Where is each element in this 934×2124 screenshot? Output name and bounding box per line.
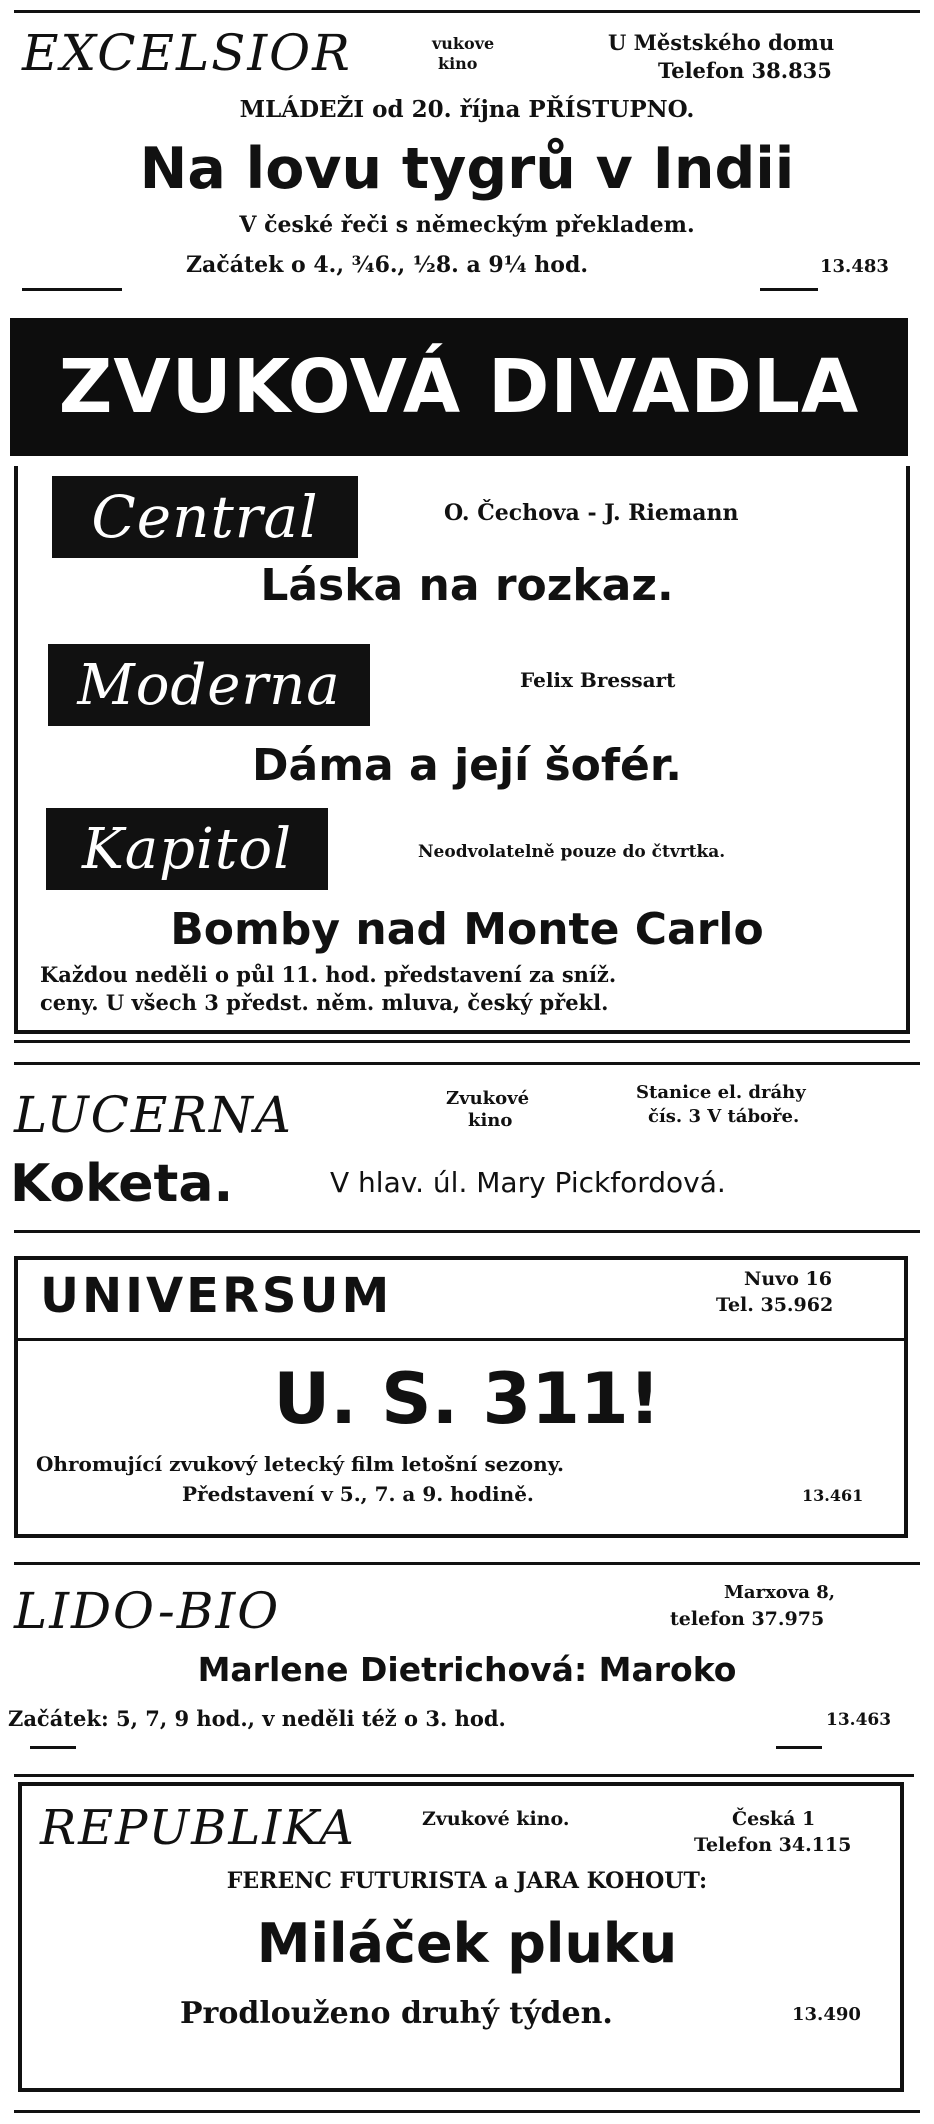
excelsior-film: Na lovu tygrů v Indii (139, 136, 795, 202)
zvukova-banner (10, 318, 908, 456)
moderna-cast: Felix Bressart (520, 668, 676, 692)
excelsior-bottom-rule-2 (760, 288, 818, 291)
moderna-film: Dáma a její šofér. (251, 740, 683, 791)
lucerna-address-1: Stanice el. dráhy (636, 1082, 806, 1103)
republika-extended: Prodlouženo druhý týden. (180, 1996, 613, 2031)
republika-top-rule (14, 1774, 914, 1777)
central-cast: O. Čechova - J. Riemann (444, 500, 739, 526)
kapitol-logo-text: Kapitol (81, 816, 293, 882)
central-logo (52, 476, 358, 558)
kapitol-film: Bomby nad Monte Carlo (170, 904, 764, 955)
lucerna-name: LUCERNA (14, 1086, 293, 1144)
excelsior-language: V české řeči s německým překladem. (239, 212, 695, 238)
section-rule-lucerna (14, 1062, 920, 1065)
top-rule (14, 10, 920, 13)
lucerna-address-2: čís. 3 V táboře. (648, 1106, 800, 1127)
universum-film: U. S. 311! (273, 1358, 661, 1440)
republika-name: REPUBLIKA (40, 1800, 356, 1856)
bottom-rule (14, 2110, 920, 2113)
republika-address: Česká 1 (732, 1808, 816, 1830)
excelsior-name: EXCELSIOR (22, 24, 352, 82)
republika-cast: FERENC FUTURISTA a JARA KOHOUT: (226, 1868, 708, 1894)
lido-bottom-rule-2 (776, 1746, 822, 1749)
kapitol-logo (46, 808, 328, 890)
central-logo-text: Central (91, 483, 319, 551)
central-film: Láska na rozkaz. (260, 560, 674, 611)
universum-times: Představení v 5., 7. a 9. hodině. (182, 1482, 534, 1506)
republika-code: 13.490 (792, 2004, 861, 2025)
republika-kind: Zvukové kino. (422, 1808, 570, 1830)
excelsior-address: U Městského domu (608, 30, 835, 55)
republika-film: Miláček pluku (256, 1912, 678, 1975)
excelsior-times: Začátek o 4., ¾6., ½8. a 9¼ hod. (186, 252, 588, 278)
moderna-logo (48, 644, 370, 726)
excelsior-notice: MLÁDEŽI od 20. října PŘÍSTUPNO. (239, 96, 695, 123)
lucerna-kind-1: Zvukové (446, 1088, 530, 1109)
lucerna-kind-2: kino (468, 1110, 513, 1131)
universum-name: UNIVERSUM (40, 1268, 393, 1324)
excelsior-bottom-rule (22, 288, 122, 291)
universum-inner-rule (18, 1338, 904, 1341)
lido-times: Začátek: 5, 7, 9 hod., v neděli též o 3. hod. (8, 1706, 506, 1731)
universum-desc: Ohromující zvukový letecký film letošní sezony. (36, 1452, 564, 1476)
lido-address: Marxova 8, (724, 1582, 835, 1603)
zvukova-footer-2: ceny. U všech 3 předst. něm. mluva, český překl. (40, 990, 609, 1015)
section-rule-lido (14, 1562, 920, 1565)
lido-bottom-rule (30, 1746, 76, 1749)
kapitol-note: Neodvolatelně pouze do čtvrtka. (418, 842, 726, 862)
lucerna-film: Koketa. (10, 1154, 234, 1214)
excelsior-kind-1: vukove (432, 34, 495, 53)
zvukova-banner-text: ZVUKOVÁ DIVADLA (58, 344, 860, 430)
excelsior-kind-2: kino (438, 54, 478, 73)
moderna-logo-text: Moderna (77, 652, 341, 718)
lido-film: Marlene Dietrichová: Maroko (197, 1650, 737, 1689)
lido-code: 13.463 (826, 1710, 892, 1730)
universum-phone: Tel. 35.962 (716, 1294, 834, 1316)
lucerna-cast: V hlav. úl. Mary Pickfordová. (330, 1166, 726, 1199)
excelsior-code: 13.483 (820, 256, 889, 277)
lucerna-bottom-rule (14, 1230, 920, 1233)
lido-phone: telefon 37.975 (670, 1608, 825, 1630)
zvukova-bottom-rule (14, 1040, 910, 1043)
excelsior-phone: Telefon 38.835 (658, 58, 832, 83)
universum-address: Nuvo 16 (744, 1268, 832, 1290)
republika-phone: Telefon 34.115 (694, 1834, 852, 1856)
lido-name: LIDO-BIO (14, 1582, 281, 1640)
zvukova-footer-1: Každou neděli o půl 11. hod. představení za sníž. (40, 962, 617, 987)
universum-code: 13.461 (802, 1486, 864, 1505)
